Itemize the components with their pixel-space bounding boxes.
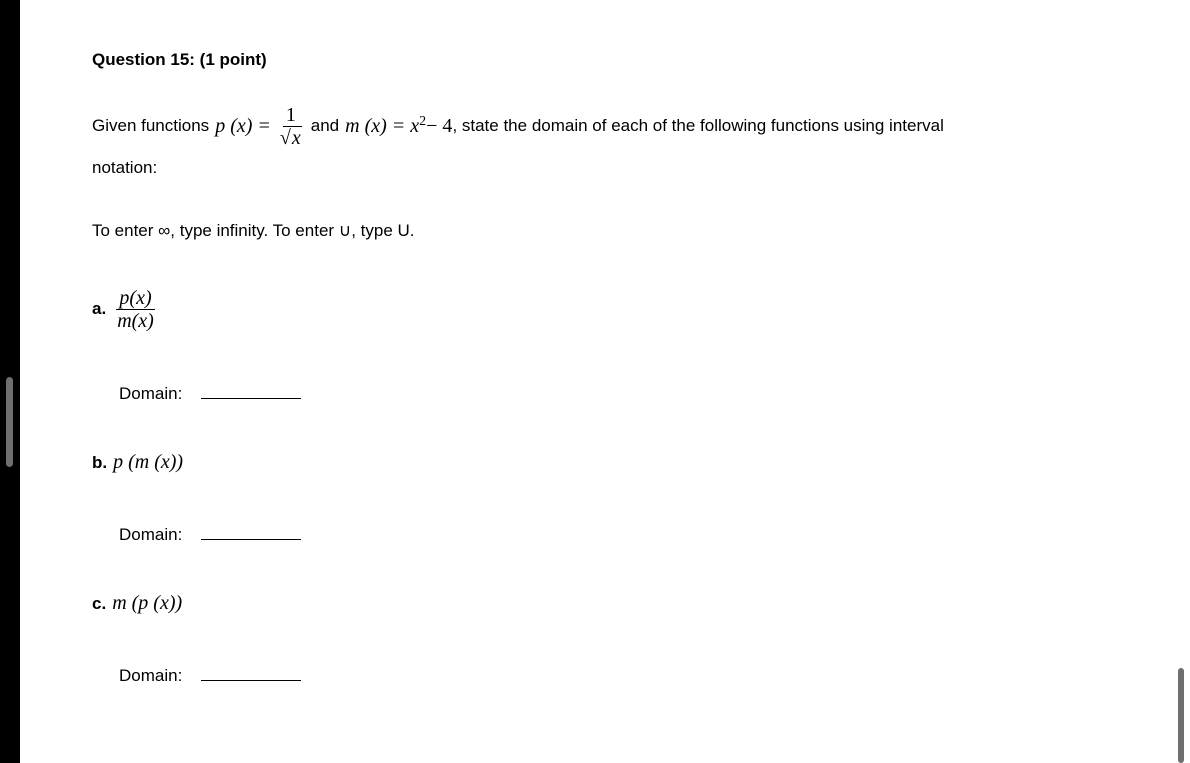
intro-line-2: notation: — [92, 158, 158, 177]
intro-continuation: , state the domain of each of the following functions using interval — [452, 116, 944, 135]
part-c-domain-label: Domain: — [119, 666, 183, 685]
p-fraction — [277, 104, 305, 149]
part-a-domain-row — [119, 384, 301, 404]
part-b-expression: p (m (x)) — [113, 451, 184, 473]
p-numerator: 1 — [283, 104, 299, 127]
part-a-row — [92, 281, 157, 337]
part-b-label: b. — [92, 452, 108, 472]
m-definition-tail: − 4 — [426, 114, 453, 137]
instruction-text: To enter ∞, type infinity. To enter ∪, type U. — [92, 221, 415, 240]
part-a-denominator: m(x) — [117, 309, 154, 332]
part-b-domain-label: Domain: — [119, 525, 183, 544]
part-c-domain-blank[interactable] — [201, 668, 301, 681]
intro-given: Given functions — [92, 116, 210, 135]
m-definition: m (x) = x — [345, 114, 420, 137]
question-title: Question 15: (1 point) — [92, 50, 267, 69]
part-c-domain-row — [119, 666, 301, 686]
p-radicand: x — [291, 126, 301, 149]
m-exponent: 2 — [419, 114, 427, 129]
part-c-row — [92, 592, 182, 615]
part-a-fraction — [114, 287, 157, 332]
part-a-numerator: p(x) — [116, 287, 154, 310]
intro-and: and — [310, 116, 340, 135]
part-a-domain-blank[interactable] — [201, 386, 301, 399]
part-b-domain-blank[interactable] — [201, 527, 301, 540]
p-definition-left: p (x) = — [215, 114, 271, 137]
left-scroll-thumb[interactable] — [6, 377, 13, 467]
part-a-label: a. — [92, 299, 107, 318]
part-a-domain-label: Domain: — [119, 384, 183, 403]
part-c-label: c. — [92, 593, 107, 613]
sqrt-icon: √ — [279, 126, 291, 149]
part-b-domain-row — [119, 525, 301, 545]
intro-line — [92, 101, 944, 151]
question-content — [92, 0, 1162, 763]
right-scroll-thumb[interactable] — [1178, 668, 1184, 763]
p-denominator — [277, 127, 305, 149]
part-c-expression: m (p (x)) — [112, 592, 183, 614]
part-b-row — [92, 451, 183, 474]
